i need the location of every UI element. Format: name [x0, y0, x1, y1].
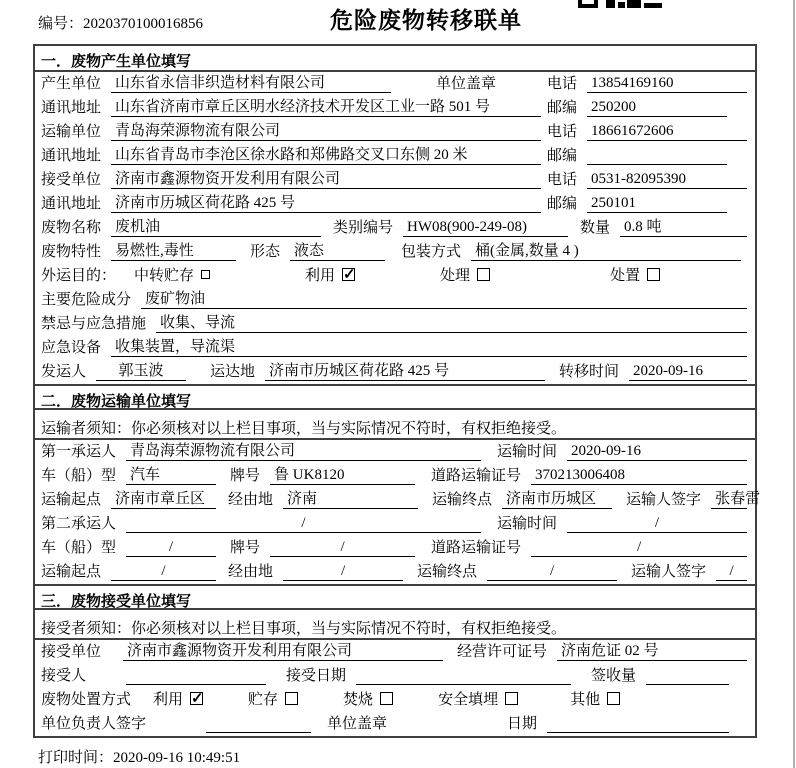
checkbox-icon — [201, 270, 210, 279]
transport-time-value: 2020-09-16 — [567, 443, 747, 461]
carrier2-label: 第二承运人 — [41, 516, 117, 532]
vehicle2-row — [35, 536, 755, 560]
option-label: 焚烧 — [343, 692, 374, 708]
carrier-sign-value: 张春雷 — [711, 487, 747, 509]
route-via-label: 经由地 — [228, 564, 274, 580]
acceptor-label: 接受人 — [41, 668, 87, 684]
purpose-option — [305, 264, 355, 285]
phone-label: 电话 — [547, 172, 578, 188]
route-via-value: 济南 — [283, 487, 418, 509]
zip-label: 邮编 — [547, 100, 578, 116]
equipment-label: 应急设备 — [41, 340, 102, 356]
receiver-row — [35, 168, 755, 192]
disposal-row — [35, 688, 755, 712]
serial-label: 编号： — [38, 16, 84, 32]
receiver-zip-value: 250101 — [587, 195, 727, 213]
business-license-label: 经营许可证号 — [457, 644, 548, 660]
vehicle1-row — [35, 464, 755, 488]
section2-title: 二．废物运输单位填写 — [35, 384, 755, 410]
hazard-label: 主要危险成分 — [41, 292, 132, 308]
responsible-sign-value — [206, 732, 311, 733]
address-label: 通讯地址 — [41, 148, 102, 164]
transporter-zip-value — [587, 164, 727, 165]
waste-name-label: 废物名称 — [41, 220, 102, 236]
plate-label: 牌号 — [230, 540, 261, 556]
transporter-address-row — [35, 144, 755, 168]
accept-unit-label: 接受单位 — [41, 644, 102, 660]
acceptor-value — [126, 684, 266, 685]
option-label: 贮存 — [248, 692, 279, 708]
route-via-label: 经由地 — [228, 492, 274, 508]
date-value — [547, 732, 729, 733]
dispatcher-value: 郭玉波 — [96, 359, 186, 381]
route-start2-value: / — [111, 563, 216, 581]
received-qty-label: 签收量 — [591, 668, 637, 684]
plate-label: 牌号 — [230, 468, 261, 484]
producer-value: 山东省永信非织造材料有限公司 — [111, 71, 391, 93]
option-label: 安全填埋 — [438, 692, 499, 708]
option-label: 中转贮存 — [134, 268, 195, 284]
print-time — [38, 746, 240, 767]
form-table — [33, 44, 761, 738]
waste-code-value: HW08(900-249-08) — [403, 219, 568, 237]
disposal-option — [438, 688, 518, 709]
address-label: 通讯地址 — [41, 196, 102, 212]
transport-time-label: 运输时间 — [497, 444, 558, 460]
date-label: 日期 — [507, 716, 538, 732]
transfer-time-label: 转移时间 — [559, 364, 620, 380]
option-label: 利用 — [305, 268, 336, 284]
route-via2-value: / — [283, 563, 403, 581]
carrier2-value: / — [126, 515, 481, 533]
producer-label: 产生单位 — [41, 76, 102, 92]
business-license-value: 济南危证 02 号 — [557, 639, 747, 661]
vehicle-type-value: 汽车 — [126, 463, 216, 485]
phone-label: 电话 — [547, 124, 578, 140]
disposal-option — [248, 688, 298, 709]
checkbox-icon — [505, 692, 518, 705]
road-license-label: 道路运输证号 — [431, 540, 522, 556]
checkbox-icon — [285, 692, 298, 705]
waste-code-label: 类别编号 — [333, 220, 394, 236]
carrier1-label: 第一承运人 — [41, 444, 117, 460]
section3-notice: 接受者须知：你必须核对以上栏目事项，当与实际情况不符时，有权拒绝接受。 — [35, 610, 755, 640]
carrier1-value: 青岛海荣源物流有限公司 — [126, 439, 481, 461]
emergency-row — [35, 312, 755, 336]
transporter-address-value: 山东省青岛市李沧区徐水路和郑佛路交叉口东侧 20 米 — [111, 143, 541, 165]
carrier-sign-label: 运输人签字 — [631, 564, 707, 580]
accept-date-value — [356, 684, 571, 685]
transporter-phone-value: 18661672606 — [587, 123, 747, 141]
producer-row — [35, 72, 755, 96]
unit-seal-label: 单位盖章 — [327, 716, 388, 732]
checkbox-icon — [190, 692, 203, 705]
serial-number — [38, 12, 203, 33]
disposal-option — [343, 688, 393, 709]
acceptance-row — [35, 664, 755, 688]
waste-name-row — [35, 216, 755, 240]
pack-value: 桶(金属,数量 4 ) — [471, 239, 741, 261]
purpose-label: 外运目的： — [41, 268, 117, 284]
transport-time2-value: / — [567, 515, 747, 533]
equipment-row — [35, 336, 755, 360]
route2-row — [35, 560, 755, 584]
seal-label: 单位盖章 — [436, 76, 497, 92]
waste-qty-value: 0.8 吨 — [620, 215, 747, 237]
route-end-value: 济南市历城区 — [502, 487, 612, 509]
zip-label: 邮编 — [547, 196, 578, 212]
signoff-row — [35, 712, 755, 736]
serial-value: 2020370100016856 — [83, 16, 204, 32]
address-label: 通讯地址 — [41, 100, 102, 116]
route-end-label: 运输终点 — [417, 564, 478, 580]
plate2-value: / — [270, 539, 415, 557]
transporter-label: 运输单位 — [41, 124, 102, 140]
producer-phone-value: 13854169160 — [587, 75, 747, 93]
phone-label: 电话 — [547, 76, 578, 92]
page-title: 危险废物转移联单 — [330, 8, 522, 33]
route-end2-value: / — [487, 563, 617, 581]
carrier1-row — [35, 440, 755, 464]
dispatcher-label: 发运人 — [41, 364, 87, 380]
emergency-label: 禁忌与应急措施 — [41, 316, 147, 332]
transfer-time-value: 2020-09-16 — [629, 363, 747, 381]
disposal-label: 废物处置方式 — [41, 692, 132, 708]
transport-time-label: 运输时间 — [497, 516, 558, 532]
carrier-sign2-value: / — [716, 563, 747, 581]
purpose-option — [440, 264, 490, 285]
purpose-option — [610, 264, 660, 285]
section1-title: 一．废物产生单位填写 — [35, 46, 755, 72]
road-license2-value: / — [531, 539, 747, 557]
vehicle-type-label: 车（船）型 — [41, 468, 117, 484]
producer-zip-value: 250200 — [587, 99, 727, 117]
receiver-value: 济南市鑫源物资开发利用有限公司 — [111, 167, 541, 189]
receiver-address-value: 济南市历城区荷花路 425 号 — [111, 191, 541, 213]
print-time-value: 2020-09-16 10:49:51 — [113, 750, 241, 766]
option-label: 处理 — [440, 268, 471, 284]
waste-form-label: 形态 — [250, 244, 281, 260]
emergency-value: 收集、导流 — [156, 311, 747, 333]
waste-name-value: 废机油 — [111, 215, 321, 237]
accept-unit-value: 济南市鑫源物资开发利用有限公司 — [123, 639, 443, 661]
carrier-sign-label: 运输人签字 — [626, 492, 702, 508]
route1-row — [35, 488, 761, 512]
route-start-value: 济南市章丘区 — [111, 487, 216, 509]
hazard-value: 废矿物油 — [141, 287, 747, 309]
destination-label: 运达地 — [210, 364, 256, 380]
receiver-address-row — [35, 192, 755, 216]
responsible-sign-label: 单位负责人签字 — [41, 716, 147, 732]
option-label: 其他 — [570, 692, 601, 708]
waste-traits-row — [35, 240, 755, 264]
destination-value: 济南市历城区荷花路 425 号 — [265, 359, 545, 381]
received-qty-value — [646, 684, 729, 685]
road-license-label: 道路运输证号 — [431, 468, 522, 484]
print-time-label: 打印时间： — [38, 750, 114, 766]
accept-date-label: 接受日期 — [286, 668, 347, 684]
waste-traits-value: 易燃性,毒性 — [111, 239, 236, 261]
waste-traits-label: 废物特性 — [41, 244, 102, 260]
transporter-row — [35, 120, 755, 144]
section2-notice: 运输者须知：你必须核对以上栏目事项，当与实际情况不符时，有权拒绝接受。 — [35, 410, 755, 440]
checkbox-icon — [647, 268, 660, 281]
checkbox-icon — [607, 692, 620, 705]
vehicle-type2-value: / — [126, 539, 216, 557]
checkbox-icon — [380, 692, 393, 705]
purpose-row — [35, 264, 755, 288]
dispatch-row — [35, 360, 755, 384]
accept-unit-row — [35, 640, 755, 664]
transporter-value: 青岛海荣源物流有限公司 — [111, 119, 541, 141]
plate-value: 鲁 UK8120 — [270, 463, 415, 485]
purpose-option — [134, 264, 210, 285]
disposal-option — [153, 688, 203, 709]
receiver-phone-value: 0531-82095390 — [587, 171, 747, 189]
equipment-value: 收集装置，导流渠 — [111, 335, 747, 357]
zip-label: 邮编 — [547, 148, 578, 164]
hazard-row — [35, 288, 755, 312]
qr-code-fragment — [578, 0, 662, 8]
option-label: 利用 — [153, 692, 184, 708]
producer-address-value: 山东省济南市章丘区明水经济技术开发区工业一路 501 号 — [111, 95, 541, 117]
pack-label: 包装方式 — [401, 244, 462, 260]
checkbox-icon — [477, 268, 490, 281]
route-end-label: 运输终点 — [432, 492, 493, 508]
vehicle-type-label: 车（船）型 — [41, 540, 117, 556]
producer-address-row — [35, 96, 755, 120]
route-start-label: 运输起点 — [41, 564, 102, 580]
option-label: 处置 — [610, 268, 641, 284]
waste-form-value: 液态 — [290, 239, 385, 261]
checkbox-icon — [342, 268, 355, 281]
receiver-label: 接受单位 — [41, 172, 102, 188]
disposal-option — [570, 688, 620, 709]
route-start-label: 运输起点 — [41, 492, 102, 508]
section3-title: 三．废物接受单位填写 — [35, 584, 755, 610]
road-license-value: 370213006408 — [531, 467, 747, 485]
carrier2-row — [35, 512, 755, 536]
waste-qty-label: 数量 — [580, 220, 611, 236]
viewport-edge-line — [793, 0, 795, 768]
